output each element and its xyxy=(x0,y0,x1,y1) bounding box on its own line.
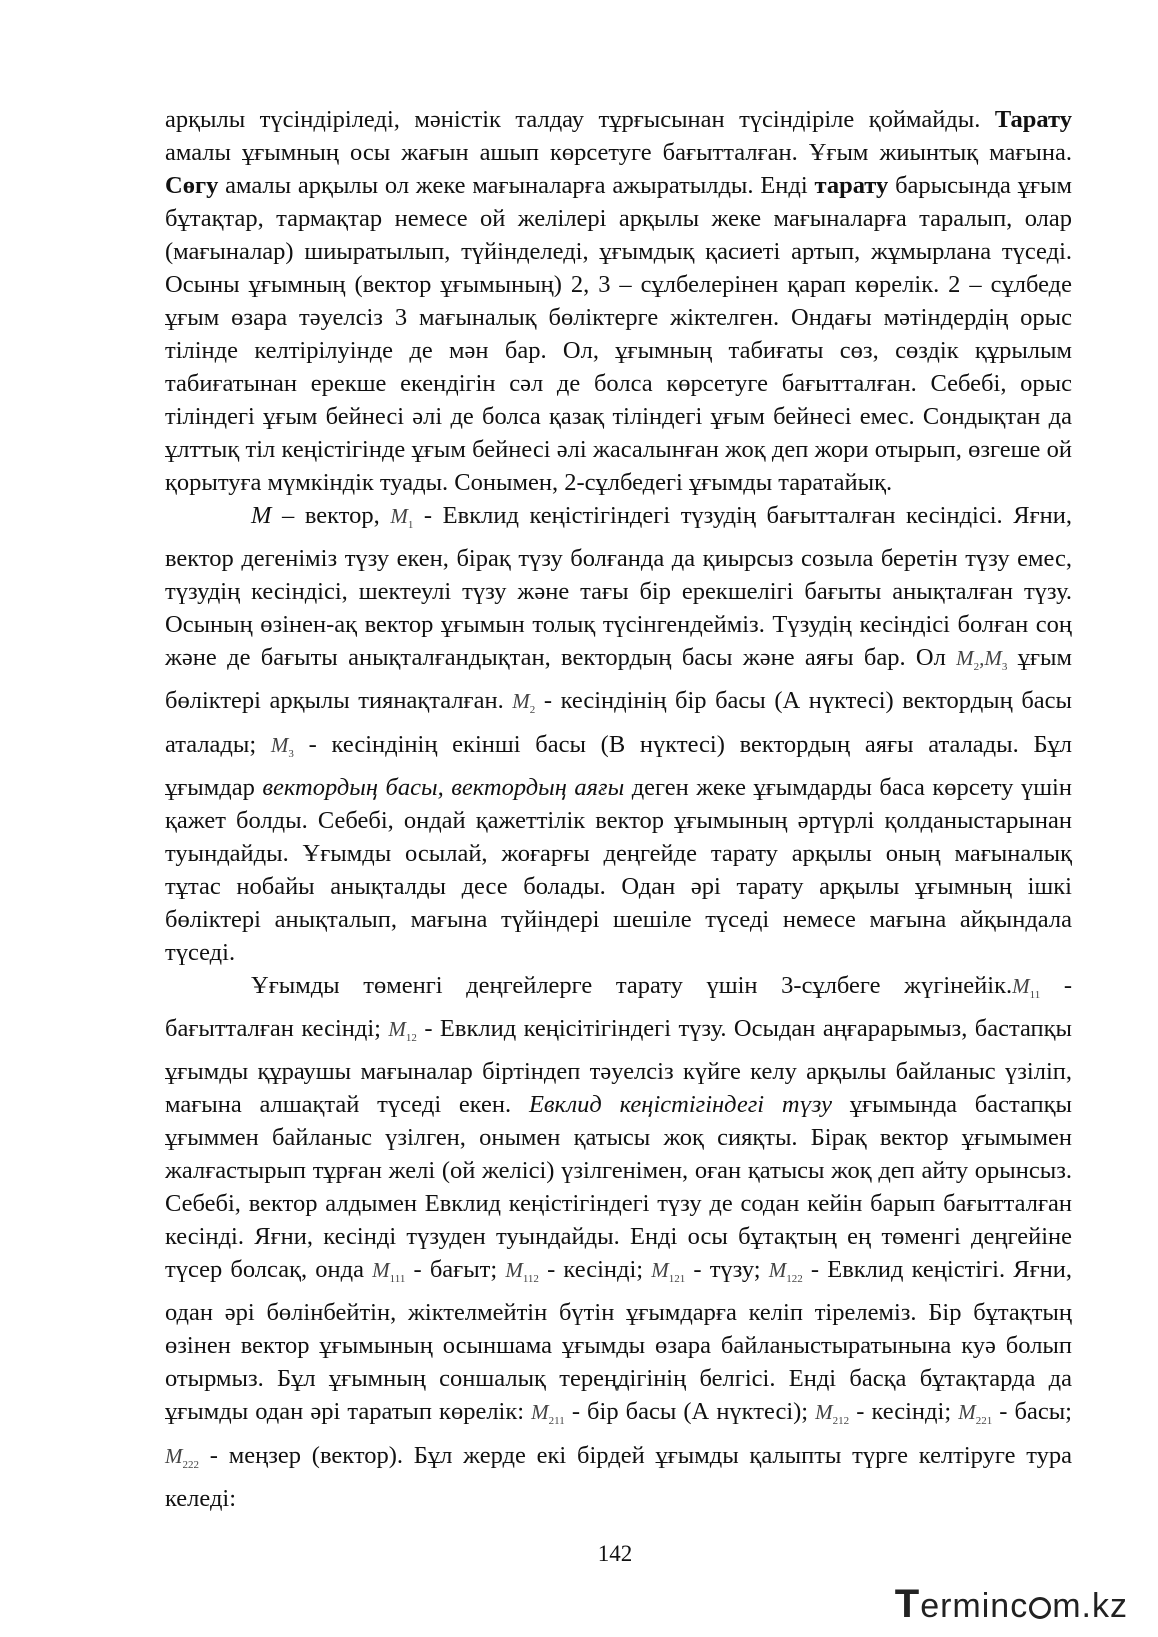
text-run: деген жеке ұғымдарды баса көрсету үшін қажет болды. Себебі, ондай қажеттілік вектор ұғымының әртүрлі қолданыстарынан туындайды. Ұғымды осылай, жоғарғы деңгейде тарату арқылы оның мағыналық тұтас нобайы анықталды десе болады. Одан әрі тарату арқылы ұғымның ішкі бөліктері анықталып, мағына түйіндері шешіле түседі немесе мағына айқындала түседі. xyxy=(165,773,1072,966)
italic-term: вектордың басы, вектордың аяғы xyxy=(262,773,625,801)
logo-text: m.kz xyxy=(1052,1587,1128,1625)
bold-term: тарату xyxy=(814,172,889,199)
text-run: - бір басы (А нүктесі); xyxy=(564,1398,816,1426)
math-symbol: $M_{112}$ xyxy=(505,1258,539,1286)
math-symbol: $M_2$ xyxy=(512,689,536,717)
text-run: амалы ұғымның осы жағын ашып көрсетуге бағытталған. Ұғым жиынтық мағына. xyxy=(165,139,1072,166)
text-run: - кесіндінің бір басы (А нүктесі) вектордың басы аталады; xyxy=(165,687,1072,758)
text-run: - кесінді; xyxy=(538,1256,652,1284)
text-run: ұғым бөліктері арқылы тиянақталған. xyxy=(165,644,1072,715)
text-run: арқылы түсіндіріледі, мәністік талдау тұрғысынан түсіндіріле қоймайды. xyxy=(165,106,995,133)
text-run: барысында ұғым бұтақтар, тармақтар немесе ой желілері арқылы жеке мағыналарға таралып, олар (мағыналар) шиыратылып, түйінделеді, ұғымдық қасиеті артып, жұмырлана түседі. Осыны ұғымның (вектор ұғымының) 2, 3 – сұлбелерінен қарап көрелік. 2 – сұлбеде ұғым өзара тәуелсіз 3 мағыналық бөліктерге жіктелген. Ондағы мәтіндердің орыс тілінде келтірілуінде де мән бар. Ол, ұғымның табиғаты сөз, сөздік құрылым табиғатынан ерекше екендігін сәл де болса көрсетуге бағытталған. Себебі, орыс тіліндегі ұғым бейнесі әлі де болса қазақ тіліндегі ұғым бейнесі емес. Сондықтан да ұлттық тіл кеңістігінде ұғым бейнесі әлі жасалынған жоқ деп жори отырып, өзгеше ой қорытуға мүмкіндік туады. Сонымен, 2-сұлбедегі ұғымды таратайық. xyxy=(165,172,1072,496)
text-run: - түзу; xyxy=(685,1256,769,1284)
bold-term: Сөгу xyxy=(165,172,219,199)
paragraph-3 xyxy=(165,969,1072,1515)
text-run: амалы арқылы ол жеке мағыналарға ажыратылды. Енді xyxy=(218,172,815,199)
math-symbol: $M_{12}$ xyxy=(388,1016,417,1045)
math-symbol: $M_3$ xyxy=(270,732,294,760)
text-run: - кесіндінің екінші басы (В нүктесі) вектордың аяғы аталады. Бұл ұғымдар xyxy=(165,730,1073,801)
text-run: ұғымында бастапқы ұғыммен байланыс үзілген, онымен қатысы жоқ сияқты. Бірақ вектор ұғымымен жалғастырып тұрған желі (ой желісі) үзілгенімен, оған қатысы жоқ деп айту орынсыз. Себебі, вектор алдымен Евклид кеңістігіндегі түзу де содан кейін барып бағытталған кесінді. Яғни, кесінді түзуден туындайды. Енді осы бұтақтың ең төменгі деңгейіне түсер болсақ, онда xyxy=(165,1091,1073,1284)
logo-letter: T xyxy=(894,1582,921,1626)
text-run: - Евклид кеңістігі. Яғни, одан әрі бөлінбейтін, жіктелмейтін бүтін ұғымдарға келіп тірелеміз. Бір бұтақтың өзінен вектор ұғымының осыншама ұғымды өзара байланыстыратынына куә болып отырмыз. Бұл ұғымның соншалық тереңдігінің белгісі. Енді басқа бұтақтарда да ұғымды одан әрі таратып көрелік: xyxy=(165,1256,1072,1426)
text-run: - бағытталған кесінді; xyxy=(165,971,1072,1042)
math-symbol: $M_2,M_3$ xyxy=(956,646,1008,674)
math-symbol: $M_{211}$ xyxy=(531,1400,565,1428)
math-symbol: $M_1$ xyxy=(390,504,414,532)
paragraph-1 xyxy=(165,103,1072,499)
math-symbol: $M_{222}$ xyxy=(165,1443,199,1471)
page-number: 142 xyxy=(597,1541,633,1566)
math-symbol: $M_{122}$ xyxy=(768,1258,803,1286)
text-run: – вектор, xyxy=(271,502,391,529)
site-watermark-logo xyxy=(895,1582,1128,1627)
text-run: Ұғымды төменгі деңгейлерге тарату үшін 3-сұлбеге жүгінейік. xyxy=(251,971,1013,999)
text-run: - меңзер (вектор). Бұл жерде екі бірдей ұғымды қалыпты түрге келтіруге тура келеді: xyxy=(165,1441,1072,1512)
math-symbol: $M_{11}$ xyxy=(1012,973,1041,1001)
text-run: - бағыт; xyxy=(405,1256,506,1284)
logo-circle-icon xyxy=(1029,1597,1051,1619)
paragraph-2 xyxy=(165,499,1072,969)
text-run: - басы; xyxy=(992,1398,1072,1426)
math-symbol: $M_{212}$ xyxy=(815,1400,850,1428)
math-symbol: $M_{121}$ xyxy=(651,1258,686,1286)
text-run: - Евклид кеңістігіндегі түзудің бағытталған кесіндісі. Яғни, вектор дегеніміз түзу екен, бірақ түзу болғанда да қиырсыз созыла беретін түзу емес, түзудің кесіндісі, шектеулі түзу және тағы бір ерекшелігі бағыты анықталған түзу. Осының өзінен-ақ вектор ұғымын толық түсінгендейміз. Түзудің кесіндісі болған соң және де бағыты анықталғандықтан, вектордың басы және аяғы бар. Ол xyxy=(165,502,1072,672)
math-symbol: $M_{111}$ xyxy=(372,1258,406,1286)
math-symbol: M xyxy=(251,502,272,529)
math-symbol: $M_{221}$ xyxy=(958,1400,993,1428)
text-run: - Евклид кеңісітігіндегі түзу. Осыдан аңғарарымыз, бастапқы ұғымды құраушы мағыналар біртіндеп тәуелсіз күйге келу арқылы байланыс үзіліп, мағына алшақтай түседі екен. xyxy=(165,1014,1073,1119)
italic-term: Евклид кеңістігіндегі түзу xyxy=(528,1091,833,1119)
logo-text: erminc xyxy=(920,1587,1029,1625)
text-run: - кесінді; xyxy=(849,1398,959,1426)
bold-term: Тарату xyxy=(994,106,1072,133)
page-body xyxy=(165,103,1072,1515)
